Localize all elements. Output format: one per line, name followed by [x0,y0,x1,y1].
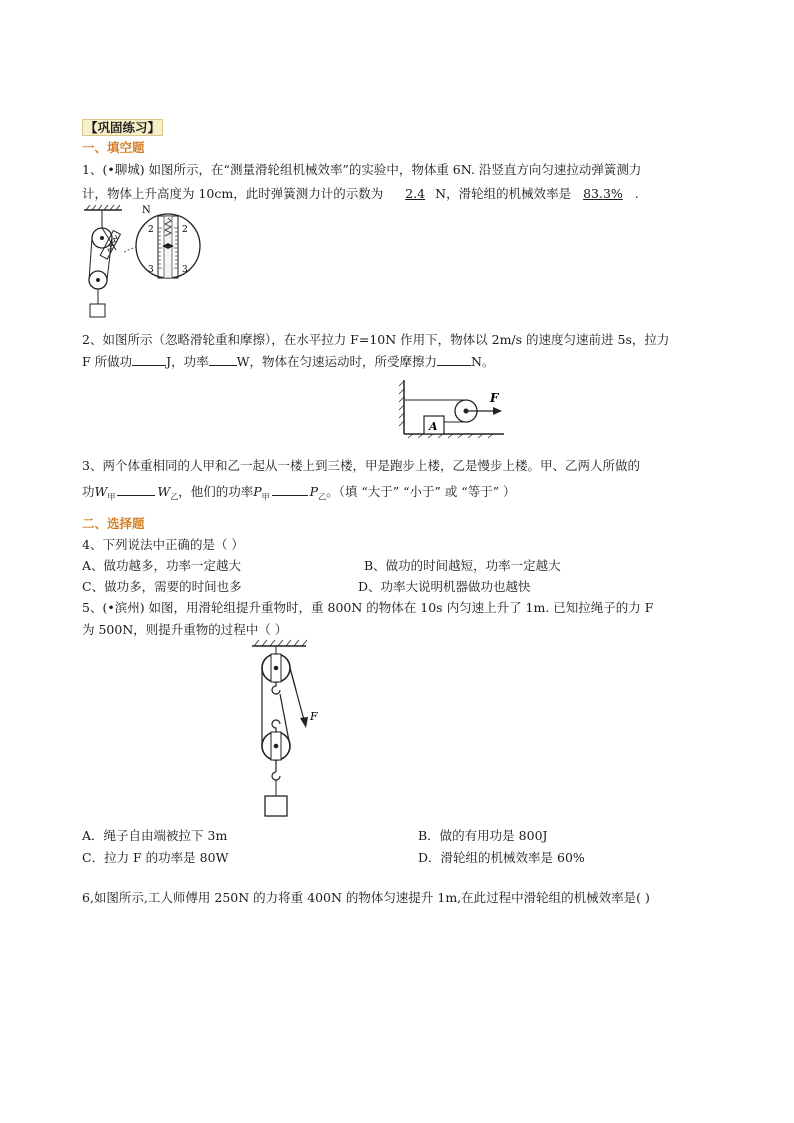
q3-w-jia: W [94,484,108,499]
q4-option-d[interactable]: D、功率大说明机器做功也越快 [358,579,531,594]
q3-w-yi: W [157,484,171,499]
q2-line2-b: J，功率 [166,354,209,369]
q2-line2-a: F 所做功 [82,354,133,369]
q1-gauge-tick-left-2: 2 [148,225,154,235]
q5-option-c[interactable]: C．拉力 F 的功率是 80W [82,850,229,865]
q3-line2-c: 。（填 “大于” “小于” 或 “等于” ） [326,484,516,499]
q2-line2-d: N。 [471,354,495,369]
q1-gauge-magnifier [134,206,206,282]
section-choice-title: 二、选择题 [82,516,145,531]
q2-horizontal-pulley-figure [398,378,513,440]
q5-option-b[interactable]: B．做的有用功是 800J [418,828,548,843]
q1-answer-efficiency: 83.3% [583,186,623,201]
q2-blank-friction[interactable] [437,353,471,366]
practice-tag [82,118,163,136]
q1-gauge-unit: N [142,205,151,216]
q1-line2-pre: 计，物体上升高度为 10cm，此时弹簧测力计的示数为 [82,186,384,201]
q1-gauge-tick-right-3: 3 [182,265,188,275]
q2-line2 [82,352,494,370]
q1-answer-force: 2.4 [405,186,426,201]
q3-p-yi: P [309,484,319,499]
q5-force-label: F [310,710,318,723]
q4-option-b[interactable]: B、做功的时间越短，功率一定越大 [364,558,561,573]
q3-line2-a: 功 [82,484,95,499]
section-fill-in-title: 一、填空题 [82,140,145,155]
q2-line1: 2、如图所示（忽略滑轮重和摩擦），在水平拉力 F=10N 作用下，物体以 2m/s 的速度匀速前进 5s，拉力 [82,332,670,347]
q3-sub-yi: 乙 [170,492,179,502]
q4-option-c[interactable]: C、做功多，需要的时间也多 [82,579,242,594]
q5-option-a[interactable]: A．绳子自由端被拉下 3m [82,828,228,843]
q5-line1: 5、(•滨州) 如图，用滑轮组提升重物时，重 800N 的物体在 10s 内匀速上升了 1m. 已知拉绳子的力 F [82,600,654,615]
q3-line2-b: ，他们的功率 [178,484,254,499]
q3-blank-power[interactable] [272,483,308,496]
q1-gauge-tick-left-3: 3 [148,265,154,275]
q1-line2-end: . [634,186,639,201]
q2-force-label: F [490,391,499,405]
q5-option-d[interactable]: D．滑轮组的机械效率是 60% [418,850,585,865]
practice-tag-label: 【巩固练习】 [82,119,163,136]
q1-line2-mid: N，滑轮组的机械效率是 [435,186,572,201]
q2-block-label: A [429,420,438,433]
q6-stem: 6,如图所示,工人师傅用 250N 的力将重 400N 的物体匀速提升 1m,在此过程中滑轮组的机械效率是( ) [82,890,650,905]
q5-line2: 为 500N，则提升重物的过程中（ ） [82,622,288,637]
q2-line2-c: W，物体在匀速运动时，所受摩擦力 [236,354,438,369]
q3-sub-p-jia: 甲 [261,492,270,502]
q2-blank-power[interactable] [209,353,237,366]
q3-sub-jia: 甲 [107,492,116,502]
q3-line1: 3、两个体重相同的人甲和乙一起从一楼上到三楼，甲是跑步上楼，乙是慢步上楼。甲、乙两人所做的 [82,458,640,473]
q4-option-a[interactable]: A、做功越多，功率一定越大 [82,558,242,573]
q1-line2 [82,184,639,202]
q1-gauge-tick-right-2: 2 [182,225,188,235]
q1-line1: 1、(•聊城) 如图所示，在“测量滑轮组机械效率”的实验中，物体重 6N. 沿竖直方向匀速拉动弹簧测力 [82,162,642,177]
q3-p-jia: P [253,484,262,499]
q2-blank-work[interactable] [132,353,166,366]
q4-stem: 4、下列说法中正确的是（ ） [82,537,244,552]
q3-blank-work[interactable] [117,483,155,496]
q3-line2 [82,482,516,503]
q3-sub-p-yi: 乙 [318,492,327,502]
q5-pulley-figure [240,640,330,820]
